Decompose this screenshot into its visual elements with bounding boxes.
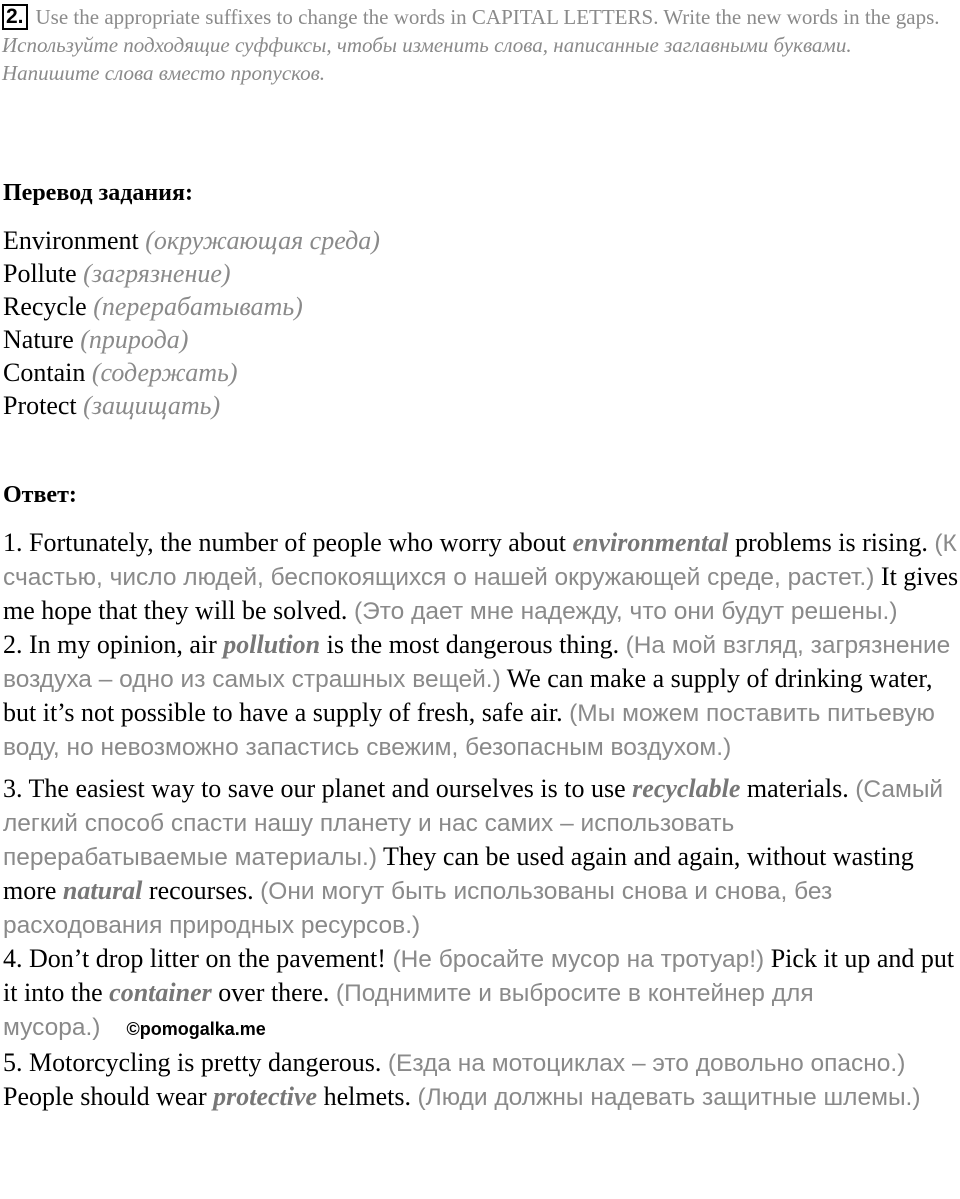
sentence-text: 3. The easiest way to save our planet and ourselves is to use xyxy=(3,774,633,803)
russian-translation: (Мы можем поставить питьевую воду, но невозможно запастись свежим, безопасным воздухом.) xyxy=(3,700,935,761)
answer-word: environmental xyxy=(572,528,729,557)
sentence-text: over there. xyxy=(211,978,336,1007)
task-instruction-en xyxy=(2,4,952,31)
sentence-text: 2. In my opinion, air xyxy=(3,630,224,659)
word-item xyxy=(3,356,380,389)
sentence-text: 5. Motorcycling is pretty dangerous. xyxy=(3,1048,388,1077)
sentence-text: It gives me hope that they will be solved. xyxy=(3,562,959,625)
sentence-text: 4. Don’t drop litter on the pavement! xyxy=(3,944,393,973)
answer-item-1 xyxy=(3,526,960,628)
answer-word: pollution xyxy=(223,630,321,659)
answer-word: natural xyxy=(62,876,143,905)
word-translation: (защищать) xyxy=(83,391,221,420)
sentence-text: is the most dangerous thing. xyxy=(320,630,626,659)
word-translation: (природа) xyxy=(80,325,189,354)
answer-word: recyclable xyxy=(632,774,741,803)
word-item xyxy=(3,290,380,323)
task-instruction-ru: Используйте подходящие суффиксы, чтобы изменить слова, написанные заглавными буквами. Напишите слова вместо пропусков. xyxy=(2,33,852,85)
sentence-text: recourses. xyxy=(142,876,261,905)
word: Protect xyxy=(3,391,77,420)
answer-item-3 xyxy=(3,772,960,942)
sentence-text: materials. xyxy=(740,774,856,803)
word-item xyxy=(3,224,380,257)
task-instruction-en-text: Use the appropriate suffixes to change the words in CAPITAL LETTERS. Write the new words in the gaps. xyxy=(35,5,940,29)
russian-translation: (На мой взгляд, загрязнение воздуха – одно из самых страшных вещей.) xyxy=(3,632,951,693)
answer-section-title: Ответ: xyxy=(3,482,77,508)
word-item xyxy=(3,389,380,422)
sentence-text: 1. Fortunately, the number of people who worry about xyxy=(3,528,573,557)
answer-item-4 xyxy=(3,942,960,1046)
word: Recycle xyxy=(3,292,87,321)
russian-translation: (Это дает мне надежду, что они будут решены.) xyxy=(353,598,898,625)
sentence-text: They can be used again and again, without wasting more xyxy=(3,842,914,905)
word-translation: (перерабатывать) xyxy=(93,292,303,321)
sentence-text: problems is rising. xyxy=(728,528,935,557)
word: Nature xyxy=(3,325,74,354)
answer-list xyxy=(3,526,960,1114)
russian-translation: (Поднимите и выбросите в контейнер для мусора.) xyxy=(3,980,814,1041)
word: Environment xyxy=(3,226,139,255)
translation-section-title: Перевод задания: xyxy=(3,180,193,206)
sentence-text: helmets. xyxy=(317,1082,418,1111)
russian-translation: (Люди должны надевать защитные шлемы.) xyxy=(417,1084,921,1111)
word: Pollute xyxy=(3,259,77,288)
answer-item-5 xyxy=(3,1046,960,1114)
task-header xyxy=(2,4,952,87)
sentence-text: People should wear xyxy=(3,1082,214,1111)
russian-translation: (Самый легкий способ спасти нашу планету и нас самих – использовать перерабатываемые материалы.) xyxy=(3,776,944,871)
word-item xyxy=(3,257,380,290)
russian-translation: (Они могут быть использованы снова и снова, без расходования природных ресурсов.) xyxy=(3,878,833,939)
word-translation: (содержать) xyxy=(91,358,238,387)
word-item xyxy=(3,323,380,356)
word: Contain xyxy=(3,358,86,387)
russian-translation: (К счастью, число людей, беспокоящихся о нашей окружающей среде, растет.) xyxy=(3,530,957,591)
russian-translation: (Езда на мотоциклах – это довольно опасно.) xyxy=(387,1050,906,1077)
watermark: ©pomogalka.me xyxy=(126,1019,266,1039)
answer-item-2 xyxy=(3,628,960,764)
sentence-text: We can make a supply of drinking water, but it’s not possible to have a supply of fresh, safe air. xyxy=(3,664,933,727)
word-translation: (окружающая среда) xyxy=(145,226,380,255)
russian-translation: (Не бросайте мусор на тротуар!) xyxy=(392,946,765,973)
answer-word: container xyxy=(109,978,212,1007)
answer-word: protective xyxy=(213,1082,318,1111)
task-number-box: 2. xyxy=(2,4,28,30)
word-translation: (загрязнение) xyxy=(83,259,231,288)
sentence-text: Pick it up and put it into the xyxy=(3,944,955,1007)
word-list xyxy=(3,224,380,422)
